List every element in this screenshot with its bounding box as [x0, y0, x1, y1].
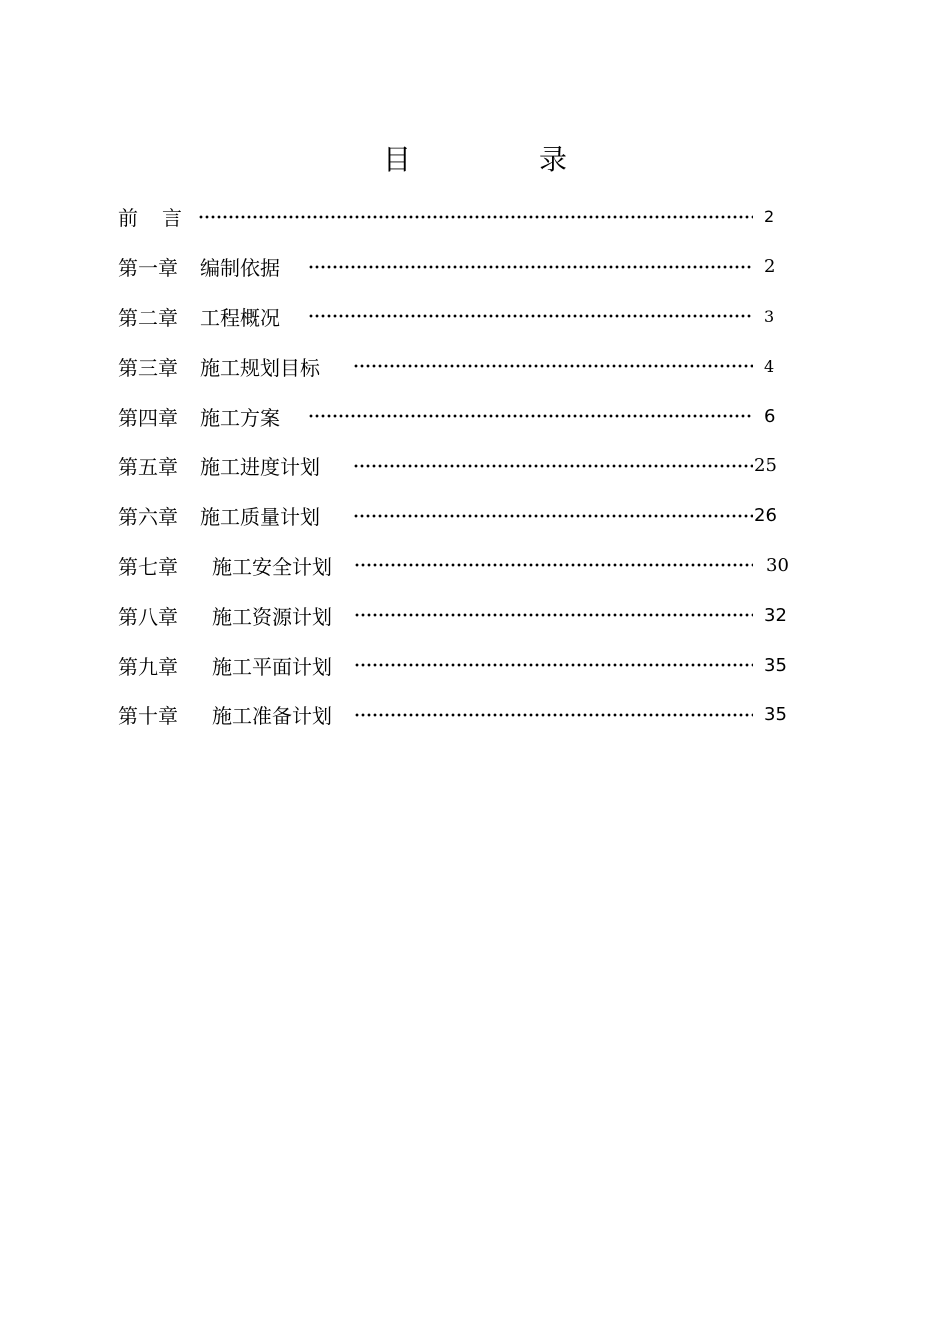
- toc-page-number: 30: [766, 554, 789, 576]
- toc-chapter: 第十章: [118, 704, 178, 729]
- toc-entry-name: 施工准备计划: [212, 704, 332, 729]
- toc-entry-name: 施工资源计划: [212, 604, 332, 629]
- toc-entry: [118, 441, 818, 491]
- toc-entry: [118, 640, 818, 690]
- dot-leader: [354, 655, 753, 675]
- toc-entry: [118, 491, 818, 541]
- toc-page-number: 3: [764, 306, 775, 326]
- toc-entry-name: 施工质量计划: [200, 505, 320, 530]
- dot-leader: [308, 257, 753, 277]
- toc-chapter: 第七章: [118, 554, 178, 579]
- toc-page-number: 2: [764, 207, 775, 227]
- toc-chapter: 第九章: [118, 654, 178, 679]
- toc-chapter: 第三章: [118, 355, 178, 380]
- toc-entry: [118, 242, 818, 292]
- toc-entry: [118, 690, 818, 740]
- dot-leader: [354, 555, 753, 575]
- toc-entry-name: 施工平面计划: [212, 654, 332, 679]
- toc-entry: [118, 590, 818, 640]
- dot-leader: [308, 306, 753, 326]
- dot-leader: [308, 406, 753, 426]
- dot-leader: [354, 705, 753, 725]
- toc-page-number: 6: [764, 405, 776, 427]
- toc-entry: [118, 541, 818, 591]
- toc-page-number: 35: [764, 654, 787, 676]
- toc-page-number: 2: [764, 256, 776, 278]
- toc-chapter: 第四章: [118, 405, 178, 430]
- dot-leader: [353, 456, 753, 476]
- toc-chapter: 前 言: [118, 206, 184, 231]
- toc-entry: [118, 341, 818, 391]
- toc-list: [118, 192, 818, 740]
- toc-entry-name: 施工安全计划: [212, 554, 332, 579]
- toc-chapter: 第一章: [118, 256, 178, 281]
- toc-entry-name: 施工进度计划: [200, 455, 320, 480]
- toc-page-number: 35: [764, 704, 787, 726]
- toc-chapter: 第六章: [118, 505, 178, 530]
- dot-leader: [198, 207, 753, 227]
- toc-page-number: 4: [764, 356, 775, 376]
- dot-leader: [354, 605, 753, 625]
- toc-title: 目 录: [382, 143, 617, 176]
- toc-chapter: 第五章: [118, 455, 178, 480]
- toc-entry-name: 施工方案: [200, 405, 280, 430]
- toc-page-number: 26: [754, 505, 777, 527]
- toc-entry: [118, 292, 818, 342]
- toc-entry: [118, 391, 818, 441]
- toc-entry-name: 施工规划目标: [200, 355, 320, 380]
- toc-chapter: 第二章: [118, 305, 178, 330]
- toc-chapter: 第八章: [118, 604, 178, 629]
- toc-entry-name: 工程概况: [200, 305, 280, 330]
- toc-entry: [118, 192, 818, 242]
- toc-page-number: 25: [754, 455, 777, 477]
- toc-entry-name: 编制依据: [200, 256, 280, 281]
- dot-leader: [353, 356, 753, 376]
- dot-leader: [353, 506, 753, 526]
- toc-page-number: 32: [764, 604, 787, 626]
